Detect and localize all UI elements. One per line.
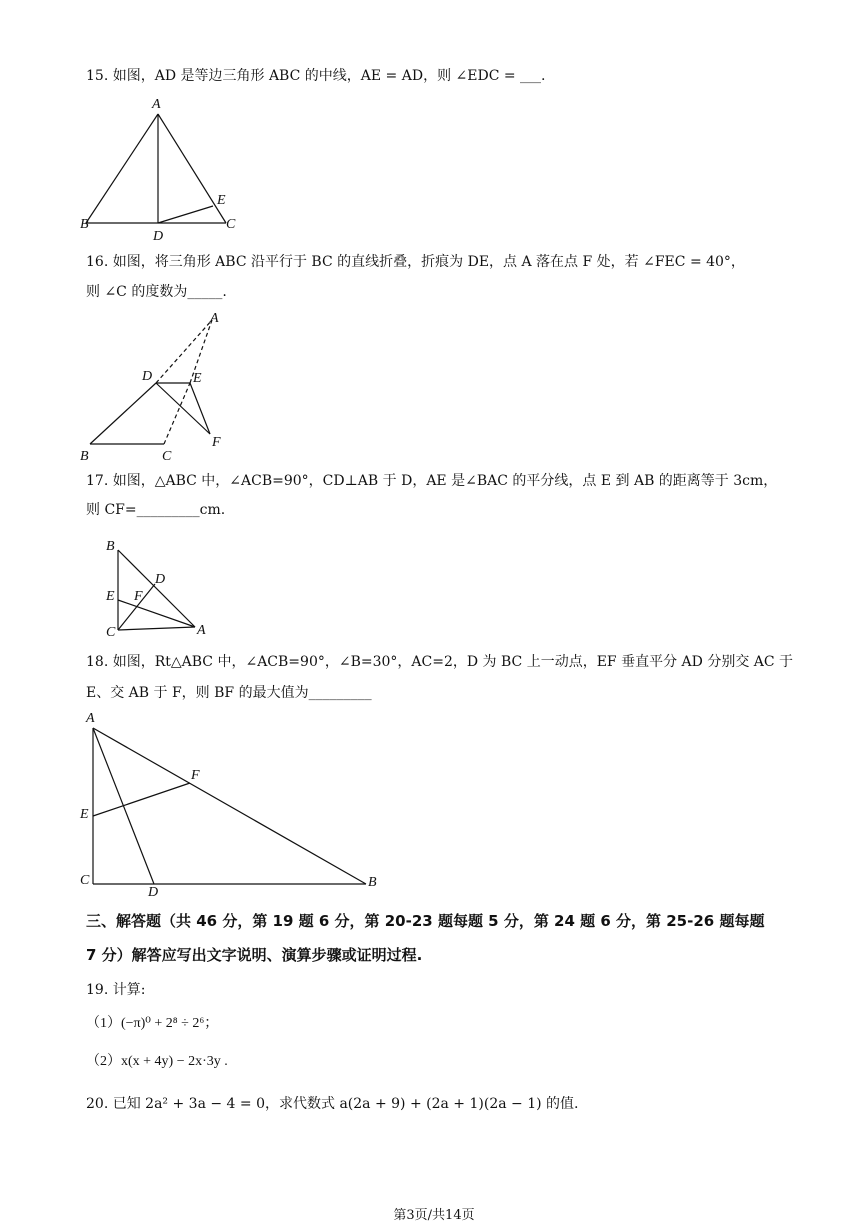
q17-bisector-ae xyxy=(118,600,195,627)
q16-fold-ef xyxy=(190,383,210,434)
q17-side-ca xyxy=(118,627,195,630)
q17-label-e: E xyxy=(106,589,115,604)
q16-line2: 则 ∠C 的度数为_____. xyxy=(86,284,227,300)
q16-line1: 16. 如图，将三角形 ABC 沿平行于 BC 的直线折叠，折痕为 DE，点 A 落在点 F 处，若 ∠FEC = 40°， xyxy=(86,254,745,270)
q17-label-a: A xyxy=(197,623,206,638)
q18-side-ab xyxy=(93,728,366,884)
q16-label-b: B xyxy=(80,449,89,464)
q16-label-c: C xyxy=(162,449,172,464)
q16-label-e: E xyxy=(193,371,202,386)
q16-dashed-ce xyxy=(164,383,190,444)
q15-label-c: C xyxy=(226,217,236,232)
q18-label-a: A xyxy=(86,711,95,726)
q18-label-f: F xyxy=(191,768,200,783)
q17-label-b: B xyxy=(106,539,115,554)
q17-line1: 17. 如图，△ABC 中，∠ACB=90°，CD⊥AB 于 D，AE 是∠BAC 的平分线，点 E 到 AB 的距离等于 3cm， xyxy=(86,473,778,489)
q18-segment-ef xyxy=(93,783,190,816)
q17-figure xyxy=(100,536,220,640)
q15-label-d: D xyxy=(153,229,164,244)
q18-line1: 18. 如图，Rt△ABC 中，∠ACB=90°，∠B=30°，AC=2，D 为 BC 上一动点，EF 垂直平分 AD 分别交 AC 于 xyxy=(86,654,794,670)
q17-label-f: F xyxy=(134,589,143,604)
q19-part2: （2）x(x + 4y) − 2x·3y . xyxy=(86,1054,228,1069)
q18-line2: E、交 AB 于 F，则 BF 的最大值为_________ xyxy=(86,685,372,701)
q16-side-bd xyxy=(90,383,156,444)
q16-dashed-da xyxy=(156,320,212,383)
q16-label-f: F xyxy=(212,435,221,450)
q19-part1: （1）(−π)⁰ + 2⁸ ÷ 2⁶； xyxy=(86,1016,219,1031)
q15-label-e: E xyxy=(217,193,226,208)
q17-line2: 则 CF=_________cm. xyxy=(86,502,226,518)
q15-side-ab xyxy=(86,114,158,223)
q19-title: 19. 计算: xyxy=(86,982,146,998)
q17-label-d: D xyxy=(155,572,166,587)
q18-label-b: B xyxy=(368,875,377,890)
q15-side-ac xyxy=(158,114,226,223)
q18-figure xyxy=(76,708,386,898)
q15-figure xyxy=(76,92,256,244)
q17-label-c: C xyxy=(106,625,116,640)
section3-heading-line1: 三、解答题（共 46 分，第 19 题 6 分，第 20-23 题每题 5 分，第 24 题 6 分，第 25-26 题每题 xyxy=(86,912,765,930)
q15-segment-de xyxy=(158,206,213,223)
q16-label-a: A xyxy=(210,311,219,326)
section3-heading-line2: 7 分）解答应写出文字说明、演算步骤或证明过程. xyxy=(86,946,423,964)
q15-text: 15. 如图，AD 是等边三角形 ABC 的中线，AE = AD，则 ∠EDC = ___. xyxy=(86,68,546,84)
q18-label-d: D xyxy=(148,885,159,898)
q15-label-a: A xyxy=(152,97,161,112)
q20-text: 20. 已知 2a² + 3a − 4 = 0，求代数式 a(2a + 9) + (2a + 1)(2a − 1) 的值. xyxy=(86,1096,579,1112)
q18-label-c: C xyxy=(80,873,90,888)
page-number: 第3页/共14页 xyxy=(393,1208,475,1223)
q16-figure xyxy=(76,308,246,464)
q18-label-e: E xyxy=(80,807,89,822)
q15-label-b: B xyxy=(80,217,89,232)
q16-label-d: D xyxy=(142,369,153,384)
q16-fold-df xyxy=(156,383,210,434)
